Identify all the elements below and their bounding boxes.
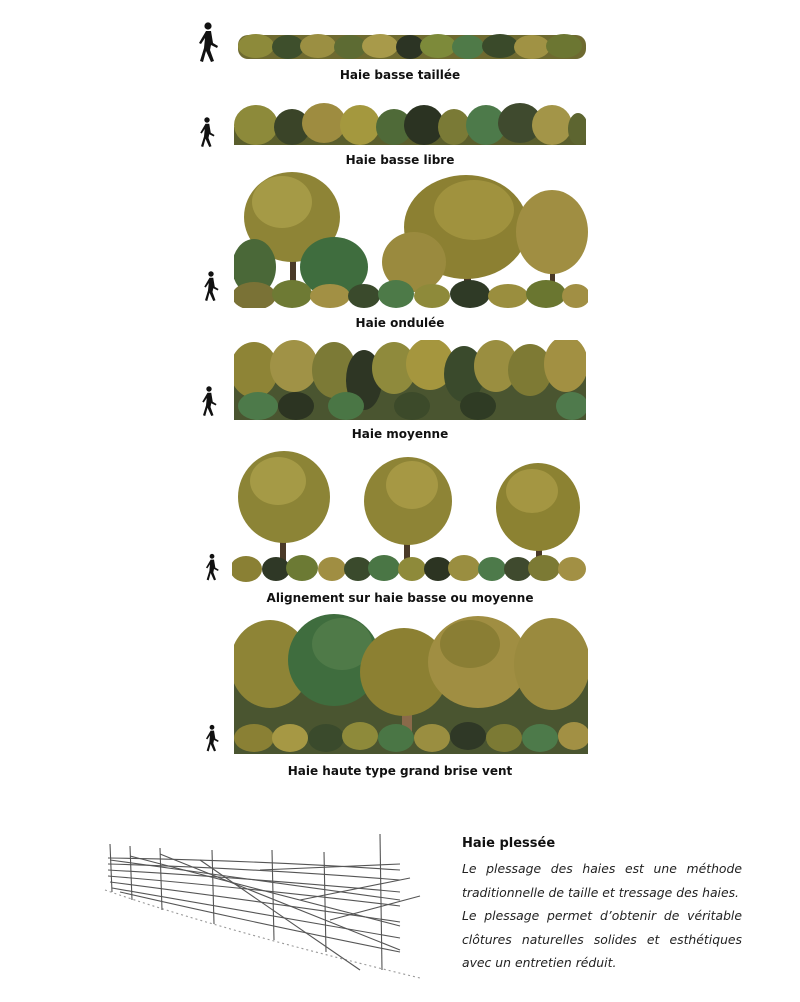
hedge-row-ondulee xyxy=(0,170,800,335)
person-walking-icon xyxy=(204,724,220,752)
hedge-row-moyenne xyxy=(0,337,800,447)
hedge-illustration xyxy=(234,340,586,420)
person-walking-icon xyxy=(202,270,220,302)
plessee-title: Haie plessée xyxy=(462,836,556,851)
hedge-caption: Haie haute type grand brise vent xyxy=(287,764,513,778)
hedge-illustration xyxy=(232,449,586,583)
hedge-row-basse-libre xyxy=(0,95,800,170)
hedge-caption: Alignement sur haie basse ou moyenne xyxy=(266,591,534,605)
hedge-caption: Haie moyenne xyxy=(351,427,449,441)
hedge-caption: Haie ondulée xyxy=(355,316,445,330)
hedge-illustration xyxy=(234,172,588,308)
person-walking-icon xyxy=(200,385,218,417)
hedge-caption: Haie basse taillée xyxy=(339,68,461,82)
plessee-paragraph-1: Le plessage des haies est une méthode traditionnelle de taille et tressage des haies. xyxy=(462,861,742,900)
hedge-row-basse-taillee xyxy=(0,0,800,90)
woven-fence-illustration xyxy=(100,830,430,980)
plessee-description xyxy=(462,857,742,975)
plessee-paragraph-2: Le plessage permet d’obtenir de véritable clôtures naturelles solides et esthétiques avec un entretien réduit. xyxy=(462,908,742,970)
person-walking-icon xyxy=(198,117,216,147)
person-walking-icon xyxy=(204,553,220,581)
person-walking-icon xyxy=(196,22,220,62)
hedge-caption: Haie basse libre xyxy=(345,153,455,167)
hedge-row-haute xyxy=(0,612,800,782)
hedge-illustration xyxy=(234,103,586,145)
hedge-illustration xyxy=(238,33,586,61)
hedge-row-alignement xyxy=(0,447,800,612)
hedge-illustration xyxy=(234,614,588,754)
